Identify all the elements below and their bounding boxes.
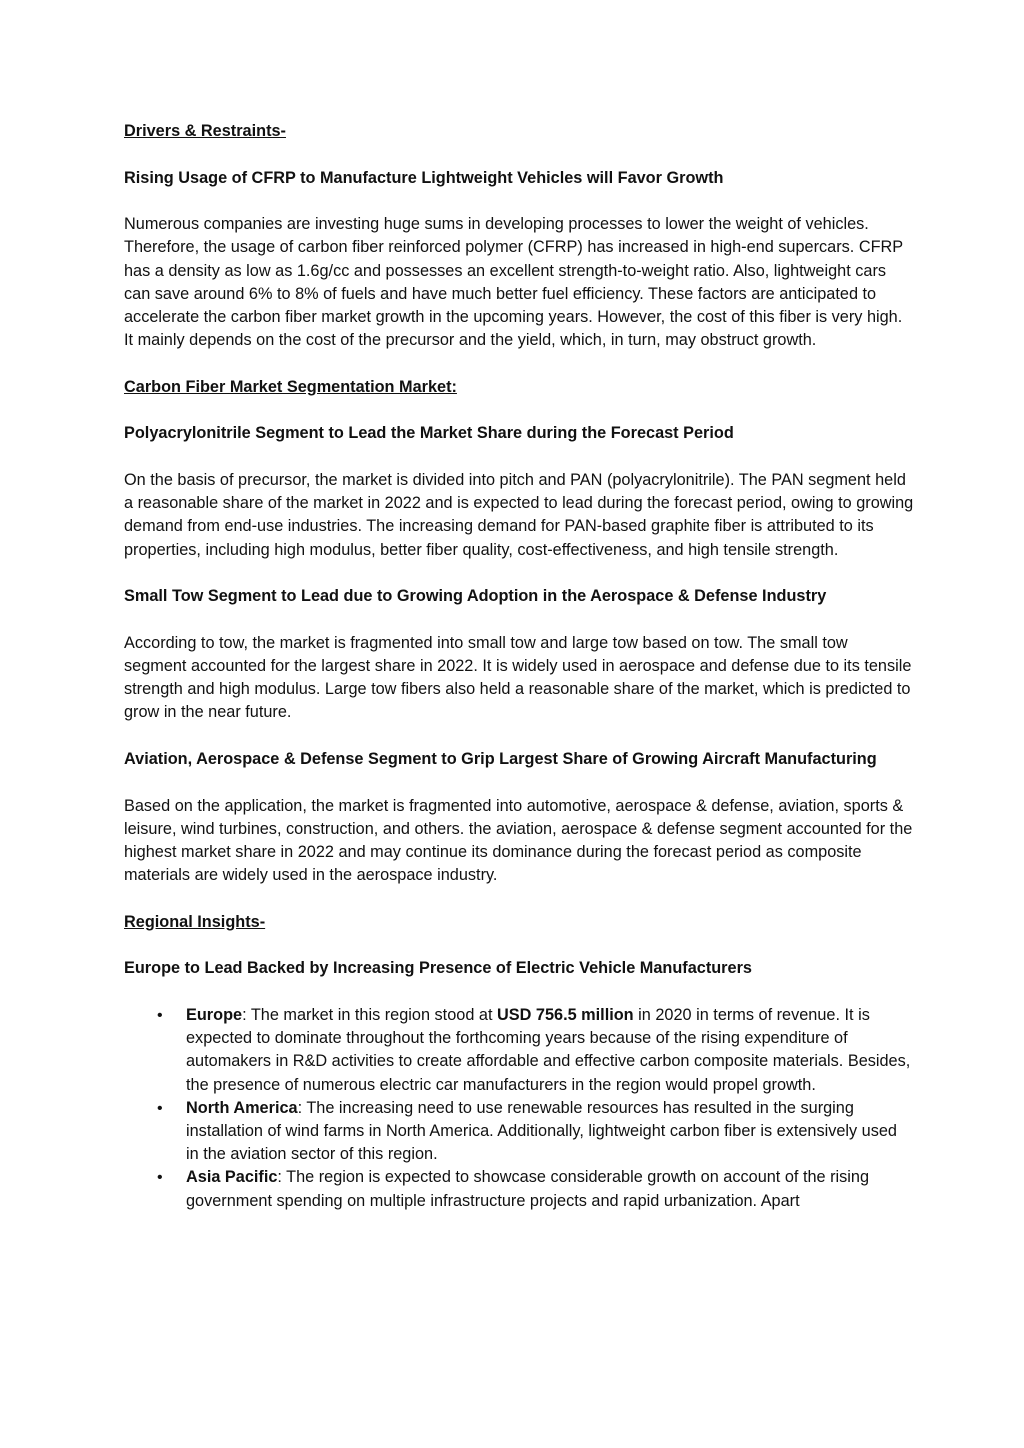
- bullet-icon: •: [157, 1099, 163, 1117]
- list-item-europe: [124, 1004, 914, 1097]
- spacer: [124, 771, 914, 794]
- region-text: : The market in this region stood at: [242, 1005, 497, 1024]
- region-text-continued: in 2020 in terms of revenue. It is expected to dominate throughout the forthcoming years because of the rising expenditure of automakers in R&D activities to create affordable and effective carbon composite materials. Besides, the presence of numerous electric car manufacturers in the region would propel growth.: [186, 1005, 911, 1094]
- list-item-asia-pacific: [124, 1166, 914, 1212]
- region-label: North America: [186, 1098, 298, 1117]
- region-label: Europe: [186, 1005, 243, 1024]
- tow-paragraph: According to tow, the market is fragmented into small tow and large tow based on tow. The small tow segment accounted for the largest share in 2022. It is widely used in aerospace and defense due to its tensile strength and high modulus. Large tow fibers also held a reasonable share of the market, which is predicted to grow in the near future.: [124, 633, 912, 722]
- spacer: [124, 190, 914, 213]
- regional-heading: Regional Insights-: [124, 912, 266, 931]
- spacer: [124, 725, 914, 748]
- spacer: [124, 981, 914, 1004]
- list-item-north-america: [124, 1097, 914, 1167]
- spacer: [124, 352, 914, 375]
- spacer: [124, 399, 914, 422]
- drivers-subheading: Rising Usage of CFRP to Manufacture Lightweight Vehicles will Favor Growth: [124, 168, 724, 187]
- bullet-icon: •: [157, 1169, 163, 1187]
- spacer: [124, 562, 914, 585]
- regional-list: [124, 1004, 914, 1213]
- spacer: [124, 887, 914, 910]
- spacer: [124, 143, 914, 166]
- region-label: Asia Pacific: [186, 1168, 278, 1187]
- region-text: : The increasing need to use renewable resources has resulted in the surging installation of wind farms in North America. Additionally, lightweight carbon fiber is extensively used in the aviation sector of this region.: [186, 1098, 897, 1164]
- precursor-paragraph: On the basis of precursor, the market is divided into pitch and PAN (polyacrylonitrile). The PAN segment held a reasonable share of the market in 2022 and is expected to lead during the forecast period, owing to growing demand from end-use industries. The increasing demand for PAN-based graphite fiber is attributed to its properties, including high modulus, better fiber quality, cost-effectiveness, and high tensile strength.: [124, 470, 914, 559]
- spacer: [124, 608, 914, 631]
- revenue-highlight: USD 756.5 million: [497, 1005, 634, 1024]
- regional-subheading: Europe to Lead Backed by Increasing Presence of Electric Vehicle Manufacturers: [124, 959, 752, 978]
- precursor-subheading: Polyacrylonitrile Segment to Lead the Market Share during the Forecast Period: [124, 424, 734, 443]
- document-page: [124, 120, 914, 1213]
- spacer: [124, 446, 914, 469]
- segmentation-heading: Carbon Fiber Market Segmentation Market:: [124, 377, 457, 396]
- tow-subheading: Small Tow Segment to Lead due to Growing Adoption in the Aerospace & Defense Industry: [124, 587, 827, 606]
- drivers-heading: Drivers & Restraints-: [124, 122, 286, 140]
- drivers-paragraph: Numerous companies are investing huge sums in developing processes to lower the weight of vehicles. Therefore, the usage of carbon fiber reinforced polymer (CFRP) has increased in high-end supercars. CFRP has a density as low as 1.6g/cc and possesses an excellent strength-to-weight ratio. Also, lightweight cars can save around 6% to 8% of fuels and have much better fuel efficiency. These factors are anticipated to accelerate the carbon fiber market growth in the upcoming years. However, the cost of this fiber is very high. It mainly depends on the cost of the precursor and the yield, which, in turn, may obstruct growth.: [124, 215, 903, 350]
- region-text: : The region is expected to showcase considerable growth on account of the rising government spending on multiple infrastructure projects and rapid urbanization. Apart: [186, 1168, 870, 1210]
- spacer: [124, 934, 914, 957]
- application-subheading: Aviation, Aerospace & Defense Segment to Grip Largest Share of Growing Aircraft Manufacturing: [124, 749, 877, 768]
- application-paragraph: Based on the application, the market is fragmented into automotive, aerospace & defense, aviation, sports & leisure, wind turbines, construction, and others. the aviation, aerospace & defense segment accounted for the highest market share in 2022 and may continue its dominance during the forecast period as composite materials are widely used in the aerospace industry.: [124, 796, 913, 885]
- bullet-icon: •: [157, 1006, 163, 1024]
